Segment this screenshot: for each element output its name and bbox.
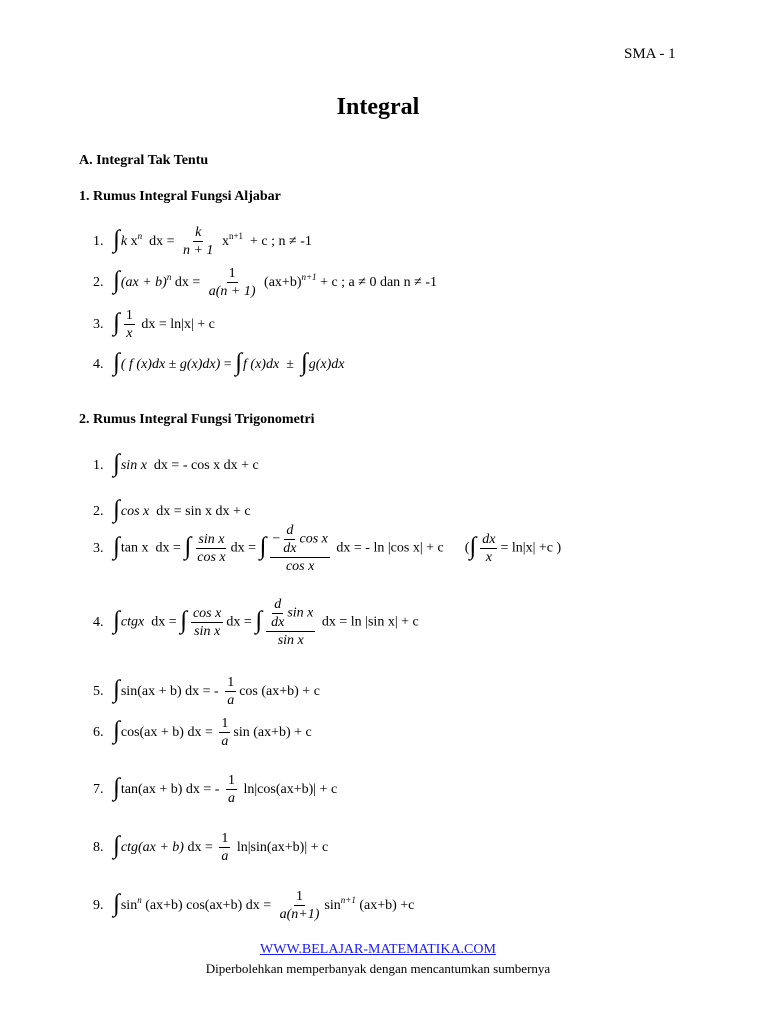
trig-formula-8: 8. ∫ctg(ax + b) dx = $\frac{1}{a}$ ln|sin(ax+b)| + c (93, 831, 329, 865)
trig-formula-9: 9. $\int\sin^n$ (ax+b) cos(ax+b) dx = $\frac{1}{a(n+1)}$ $\sin^{n+1} (ax+b) +c$ (93, 889, 415, 923)
integral-sign-icon: ∫ (300, 349, 308, 376)
integral-sign-icon: ∫ (113, 349, 120, 376)
integral-sign-icon: ∫ (113, 496, 120, 523)
integral-sign-icon: ∫ (255, 606, 263, 634)
algebra-formula-4: 4. ∫( f (x)dx ± g(x)dx) = ∫f (x)dx ± ∫g(x)dx (93, 349, 345, 376)
integral-sign-icon: ∫ (184, 532, 192, 560)
section-heading-algebra: 1. Rumus Integral Fungsi Aljabar (79, 189, 281, 204)
integral-sign-icon: ∫ (469, 532, 477, 560)
trig-formula-4: 4. ∫ctgx dx = ∫ $\frac{\text{cos x}}{\text{sin x}}$ dx = ∫ $\frac{d}{dx}$ sin x sin x dx = ln |sin x| + c (93, 597, 419, 648)
fraction: $\frac{\text{cos x}}{\text{sin x}}$ (192, 606, 222, 639)
fraction: $\frac{1}{a(n + 1)}$ (208, 266, 256, 300)
integral-sign-icon: ∫ (259, 532, 267, 560)
algebra-formula-2: 2. ∫(ax + b)$^n$ dx = $\frac{1}{a(n + 1)}$ $(ax+b)^{n+1} + c$ ; a ≠ 0 dan n ≠ -1 (93, 266, 438, 300)
trig-formula-3: 3. ∫tan x dx = ∫ $\frac{\text{sin x}}{\text{cos x}}$ dx = ∫ − $\frac{d}{dx}$ cos x cos x dx = - ln |cos x| + c (∫ $\frac{dx}{x}$ = ln|x| +c ) (93, 523, 562, 574)
integral-sign-icon: ∫ (113, 226, 120, 253)
footer-note: Diperbolehkan memperbanyak dengan mencantumkan sumbernya (205, 961, 551, 976)
trig-formula-7: 7. ∫tan(ax + b) dx = - $\frac{1}{a}$ ln|cos(ax+b)| + c (93, 773, 338, 807)
integral-sign-icon: ∫ (113, 267, 120, 294)
fraction: $\frac{1}{a}$ (221, 831, 229, 865)
fraction: $\frac{1}{x}$ (125, 308, 133, 342)
trig-formula-5: 5. ∫sin(ax + b) dx = - $\frac{1}{a}$ cos (ax+b) + c (93, 675, 320, 709)
fraction: $\frac{d}{dx}$ sin x sin x (266, 596, 315, 649)
integral-sign-icon: ∫ (113, 832, 120, 859)
fraction: $\frac{1}{a}$ (221, 716, 229, 750)
integral-sign-icon: ∫ (113, 450, 120, 477)
fraction: $\frac{1}{a}$ (227, 773, 235, 807)
integral-sign-icon: ∫ (113, 717, 120, 744)
algebra-formula-1: 1. ∫k $x^n$ dx = $\frac{k}{n + 1}$ $x^{n+1} + c$ ; n ≠ -1 (93, 225, 312, 259)
integral-sign-icon: ∫ (113, 532, 120, 560)
trig-formula-2: 2. ∫cos x dx = sin x dx + c (93, 496, 251, 523)
integral-sign-icon: ∫ (113, 606, 120, 634)
trig-formula-6: 6. ∫cos(ax + b) dx = $\frac{1}{a}$ sin (ax+b) + c (93, 716, 312, 750)
fraction: $\frac{1}{a}$ (227, 675, 235, 709)
algebra-formula-3: 3. ∫ $\frac{1}{x}$ dx = ln|x| + c (93, 308, 215, 342)
section-heading-trig: 2. Rumus Integral Fungsi Trigonometri (79, 412, 315, 427)
integral-sign-icon: ∫ (113, 890, 120, 917)
integral-sign-icon: ∫ (235, 349, 243, 376)
fraction: $\frac{\text{sin x}}{\text{cos x}}$ (197, 532, 226, 565)
page-corner-label: SMA - 1 (624, 46, 676, 62)
section-heading-a: A. Integral Tak Tentu (79, 153, 209, 168)
fraction: $\frac{1}{a(n+1)}$ (279, 889, 320, 923)
integral-sign-icon: ∫ (113, 774, 120, 801)
fraction: − $\frac{d}{dx}$ cos x cos x (272, 523, 328, 574)
trig-formula-1: 1. ∫sin x dx = - cos x dx + c (93, 450, 259, 477)
integral-sign-icon: ∫ (180, 606, 187, 634)
fraction: $\frac{dx}{x}$ (482, 532, 496, 565)
integral-sign-icon: ∫ (113, 676, 120, 703)
page-title: Integral (336, 94, 420, 120)
fraction: $\frac{k}{n + 1}$ (182, 225, 214, 259)
footer-website-link[interactable]: WWW.BELAJAR-MATEMATIKA.COM (260, 942, 496, 957)
integral-sign-icon: ∫ (113, 309, 120, 336)
